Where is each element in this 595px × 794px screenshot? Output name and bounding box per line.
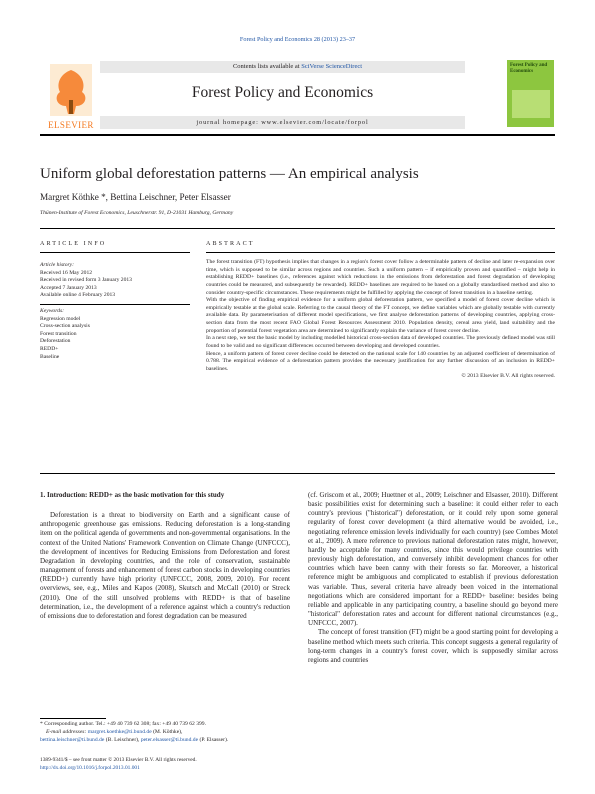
history-label: Article history: [40, 262, 75, 268]
copyright-notice: © 2013 Elsevier B.V. All rights reserved. [461, 373, 555, 380]
abstract-paragraph: The forest transition (FT) hypothesis implies that changes in a region's forest cover follow a determinable pattern of decline and later re-expansion over time, which is supposed to be similar across regions and countries. Such a uniform pattern – if empirically proven and quantified – might help in establishing REDD+ baselines (i.e., references against which reductions in the emissions from deforestation and forest degradation of developing countries could be measured, and subsequently be rewarded). REDD+ baselines are required to be based on a globally standardised method and also to consider country-specific circumstances. These requirements might be fulfilled by applying the concept of forest transition in a baseline setting. [206, 259, 555, 296]
keyword: Deforestation [40, 338, 71, 345]
email-link[interactable]: peter.elsasser@ti.bund.de [140, 737, 199, 744]
body-paragraph: (cf. Griscom et al., 2009; Huettner et al., 2009; Leischner and Elsasser, 2010). Different basic possibilities exist for determining such a baseline: it could either refer to each country's previous ("historical") deforestation, or it could rely upon some general regularity of forest cover development (a third alternative would be avoided, i.e., negotiating reference emission levels individually for each country) (see Combes Motel et al., 2009). A mere reference to previous national deforestation rates might, however, hardly be acceptable for many countries, since this would privilege countries with previously high deforestation, and conversely inhibit development chances for other countries which have been canny with their forests so far. Moreover, a historical reference might be ambiguous and complicated to establish if previous deforestation was variable. Thus, several criteria have already been voiced in the international negotiations which are considered important for a REDD+ baseline: besides being reliable and applicable in any participating country, a baseline should go beyond mere "historical" deforestation rates and account for different national circumstances (e.g., UNFCCC, 2007). [308, 491, 558, 628]
homepage-url[interactable]: www.elsevier.com/locate/forpol [261, 118, 369, 126]
article-info-column [40, 262, 190, 361]
journal-reference[interactable]: Forest Policy and Economics 28 (2013) 23–37 [239, 36, 356, 43]
abstract-body [206, 259, 555, 381]
keyword: Forest transition [40, 330, 77, 337]
footnote-contact: * Corresponding author. Tel.: +49 40 739 62 308; fax: +49 40 739 62 399. [40, 721, 207, 727]
history-item: Received in revised form 3 January 2013 [40, 277, 132, 284]
abstract-paragraph: In a next step, we test the basic model by including modelled historical cross-section data of developed countries. The previously defined model was still found to be valid and no significant differences occurred between developing and developed countries. [206, 335, 555, 349]
issn-block [40, 756, 300, 772]
homepage-line [100, 119, 465, 126]
footnote-emails [40, 728, 300, 736]
abstract-rule [206, 252, 555, 253]
body-column-right [308, 491, 558, 665]
email-link[interactable]: bettina.leischner@ti.bund.de [40, 737, 105, 744]
elsevier-wordmark: ELSEVIER [48, 120, 94, 130]
keywords-label: Keywords: [40, 307, 65, 314]
keyword: Cross-section analysis [40, 323, 90, 330]
contents-prefix: Contents lists available at [232, 63, 302, 70]
keyword: REDD+ [40, 345, 59, 352]
history-item: Available online 4 February 2013 [40, 292, 116, 299]
history-item: Received 16 May 2012 [40, 269, 93, 276]
article-info-heading: ARTICLE INFO [40, 241, 107, 247]
abstract-bottom-rule [40, 473, 555, 474]
info-rule [40, 252, 190, 253]
keyword: Regression model [40, 315, 81, 322]
email-owner: (M. Köthke), [151, 729, 183, 736]
body-paragraph: The concept of forest transition (FT) might be a good starting point for developing a baseline method which meets such criteria. This concept suggests a general regularity of long-term changes in a country's forest cover, which is supposedly similar across regions and countries [308, 628, 558, 664]
journal-title: Forest Policy and Economics [191, 84, 374, 101]
history-item: Accepted 7 January 2013 [40, 284, 97, 291]
email-link[interactable]: margret.koethke@ti.bund.de [87, 729, 152, 736]
doi-link[interactable]: http://dx.doi.org/10.1016/j.forpol.2013.01.001 [40, 765, 140, 771]
issn-line: 1389-9341/$ – see front matter © 2013 Elsevier B.V. All rights reserved. [40, 757, 197, 763]
author-list: Margret Köthke *, Bettina Leischner, Peter Elsasser [40, 192, 231, 202]
homepage-prefix: journal homepage: [196, 118, 262, 126]
email-owner: (P. Elsasser). [198, 737, 229, 744]
body-paragraph: Deforestation is a threat to biodiversity on Earth and a significant cause of anthropogenic greenhouse gas emissions. Reducing deforestation is a long-standing item on the political agenda of governments and non-governmental organisations. In the context of the United Nations' Framework Convention on Climate Change (UNFCCC), the development of incentives for Reducing Emissions from Deforestation and forest Degradation in developing countries, and the role of conservation, sustainable management of forests and enhancement of forest carbon stocks in developing countries (REDD+) currently have high priority (UNFCCC, 2008, 2009, 2010). For recent overviews, see, e.g., Miles and Kapos (2008), Skutsch and McCall (2010) or Streck (2010). One of the still unsolved problems with REDD+ is that of baseline determination, i.e., the development of a reference against which a country's reduction of emissions due to deforestation and forest degradation can be measured [40, 511, 290, 620]
title-rule [40, 228, 555, 229]
corresponding-author-footnote [40, 720, 300, 745]
cover-image [512, 90, 550, 118]
abstract-paragraph: Hence, a uniform pattern of forest cover decline could be detected on the national scale for 140 countries by an adjusted coefficient of determination of 0.788. The empirical evidence of a deforestation pattern provides the necessary justification for any further discussion of an inclusion in REDD+ baselines. [206, 350, 555, 372]
article-title: Uniform global deforestation patterns — An empirical analysis [40, 166, 419, 182]
sciencedirect-link[interactable]: SciVerse ScienceDirect [301, 63, 363, 70]
email-label: E-mail addresses: [46, 729, 88, 736]
abstract-paragraph: With the objective of finding empirical evidence for a uniform global deforestation pattern, we specified a model of forest cover decline which is empirically testable at the global scale. Referring to the causal theory of the FT concept, we define variables which are globally testable with currently available data. By parameterisation of different model specifications, we first analyse deforestation patterns of developing countries, applying cross-section data from the most recent FAO Global Forest Resources Assessment 2010. Population density, cereal area yield, land suitability and the proportion of potential forest vegetation area are determined to significantly explain the variance of forest cover decline. [206, 297, 555, 334]
email-owner: (B. Leischner), [104, 737, 141, 744]
cover-title: Forest Policy and Economics [510, 63, 548, 74]
header-rule [40, 134, 555, 136]
section-heading: 1. Introduction: REDD+ as the basic motivation for this study [40, 491, 225, 499]
affiliation: Thünen-Institute of Forest Economics, Leuschnerstr. 91, D-21031 Hamburg, Germany [40, 210, 234, 216]
abstract-heading: ABSTRACT [206, 241, 255, 247]
body-column-left [40, 491, 290, 621]
keyword: Baseline [40, 353, 60, 360]
info-separator [40, 304, 190, 305]
footnote-emails-2 [40, 736, 300, 744]
footnote-rule [40, 718, 106, 719]
